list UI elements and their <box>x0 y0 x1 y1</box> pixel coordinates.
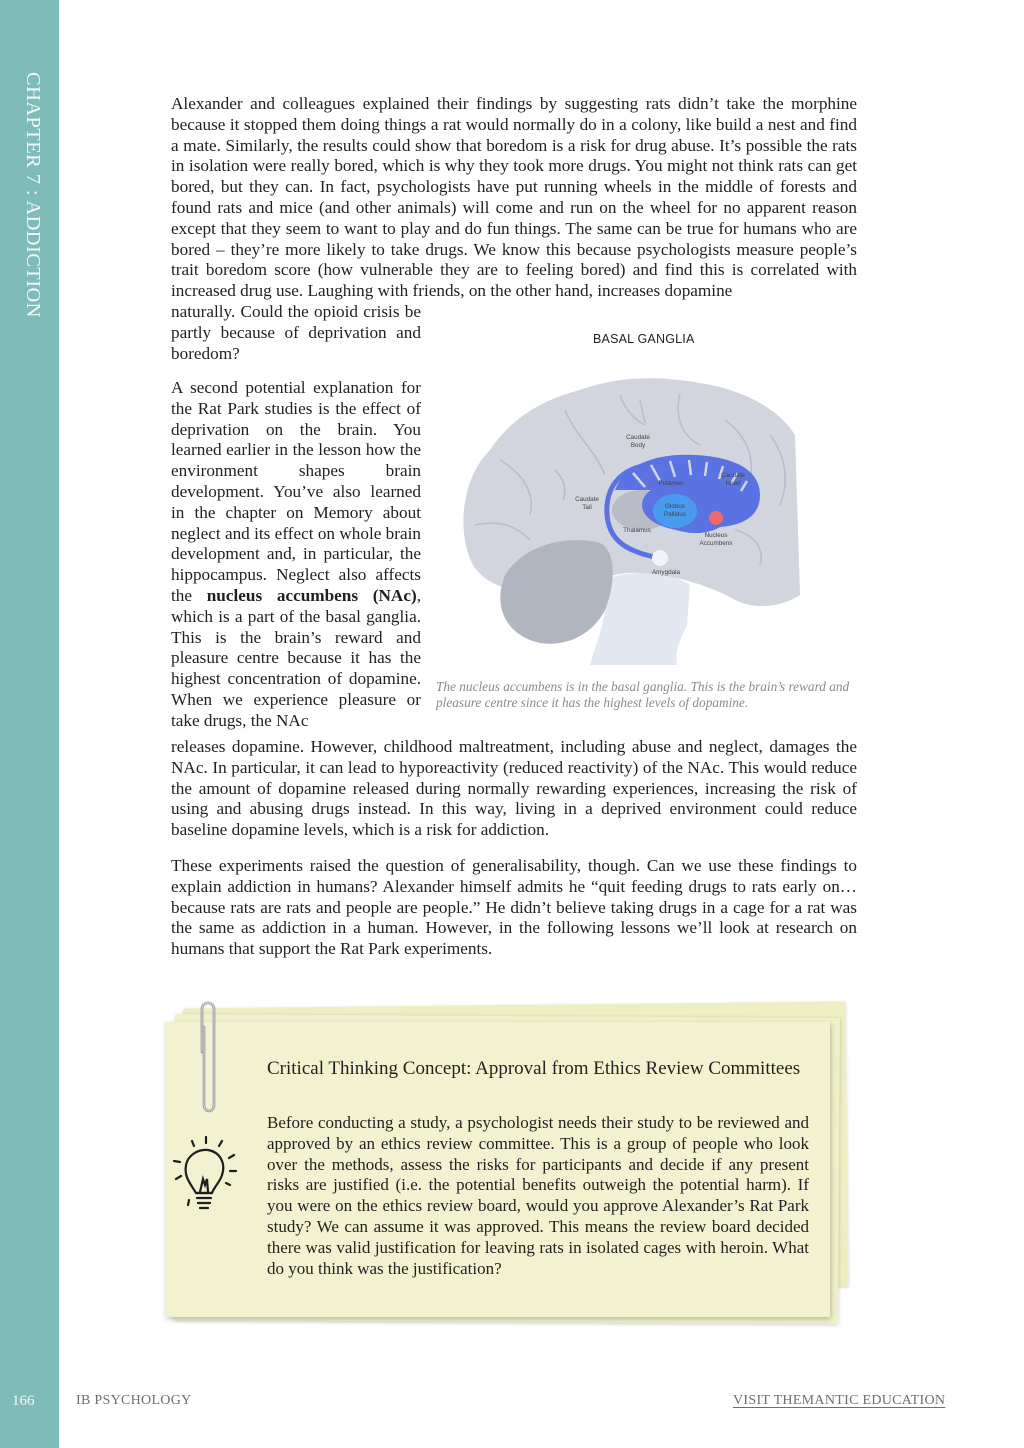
paragraph-text: A second potential explanation for the Rat Park studies is the effect of deprivation on the brain. You learned earlier in the lesson how the environment shapes brain development. You’ve also learned in the chapter on Memory about neglect and its effect on whole brain development and, in particular, the hippocampus. Neglect also affects the <box>171 378 421 605</box>
chapter-label: CHAPTER 7 : ADDICTION <box>22 72 44 318</box>
figure-title: BASAL GANGLIA <box>593 332 695 346</box>
label-nucleus-accumbens: Nucleus <box>704 532 728 539</box>
label-putamen: Putamen <box>658 480 684 487</box>
lightbulb-icon <box>170 1135 242 1217</box>
label-caudate-tail: Tail <box>582 504 592 511</box>
label-nucleus-accumbens: Accumbens <box>699 540 733 547</box>
label-caudate-body: Body <box>630 442 646 449</box>
callout-body: Before conducting a study, a psychologist needs their study to be reviewed and approved by an ethics review committee. This is a group of people who look over the methods, assess the risks for participants and decide if any present risks are justified (i.e. the potential benefits outweigh the potential harm). If you were on the ethics review board, would you approve Alexander’s Rat Park study? We can assume it was approved. This means the review board decided there was valid justification for leaving rats in isolated cages with heroin. What do you think was the justification? <box>267 1113 809 1278</box>
paragraph-deprivation-continued: releases dopamine. However, childhood maltreatment, including abuse and neglect, damages the NAc. In particular, it can lead to hyporeactivity (reduced reactivity) of the NAc. This would reduce the amount of dopamine released during normally rewarding experiences, increasing the risk of using and abusing drugs instead. In this way, living in a deprived environment could reduce baseline dopamine levels, which is a risk for addiction. <box>171 737 857 840</box>
paragraph-boredom: Alexander and colleagues explained their findings by suggesting rats didn’t take the morphine because it stopped them doing things a rat would normally do in a colony, like build a nest and find a mate. Similarly, the results could show that boredom is a risk for drug abuse. It’s possible the rats in isolation were really bored, which is why they took more drugs. You might not think rats can get bored, but they can. In fact, psychologists have put running wheels in the middle of forests and found rats and mice (and other animals) will come and run on the wheel for no apparent reason except that they seem to want to play and do fun things. The same can be true for humans who are bored – they’re more likely to take drugs. We know this because psychologists measure people’s trait boredom score (how vulnerable they are to feeling bored) and find this is correlated with increased drug use. Laughing with friends, on the other hand, increases dopamine <box>171 94 857 301</box>
label-caudate-tail: Caudate <box>575 496 599 503</box>
label-caudate-head: Caudate <box>721 472 745 479</box>
paragraph-text: naturally. Could the opioid crisis be partly because of deprivation and boredom? <box>171 302 421 363</box>
footer-book-title: IB PSYCHOLOGY <box>76 1393 192 1408</box>
paragraph-text: , which is a part of the basal ganglia. This is the brain’s reward and pleasure centre because it has the highest concentration of dopamine. When we experience pleasure or take drugs, the NAc <box>171 585 421 730</box>
paragraph-generalisability: These experiments raised the question of generalisability, though. Can we use these findings to explain addiction in humans? Alexander himself admits he “quit feeding drugs to rats early on… because rats are rats and people are people.” He didn’t believe taking drugs in a cage for a rat was the same as addiction in a human. However, in the following lessons we’ll look at research on humans that support the Rat Park experiments. <box>171 856 857 959</box>
label-amygdala: Amygdala <box>651 569 681 576</box>
paragraph-boredom-continued <box>171 302 421 364</box>
visit-thematic-education-link[interactable]: VISIT THEMANTIC EDUCATION <box>733 1393 946 1408</box>
label-caudate-body: Caudate <box>626 434 650 441</box>
label-caudate-head: Head <box>725 480 741 487</box>
figure-caption: The nucleus accumbens is in the basal ganglia. This is the brain’s reward and pleasure centre since it has the highest levels of dopamine. <box>436 679 850 710</box>
amygdala-shape <box>652 550 668 566</box>
key-term-nucleus-accumbens: nucleus accumbens (NAc) <box>206 585 417 605</box>
basal-ganglia-diagram <box>455 365 800 665</box>
label-thalamus: Thalamus <box>623 527 651 534</box>
page-number: 166 <box>12 1393 35 1409</box>
paperclip-icon <box>192 997 224 1115</box>
label-globus-pallidus: Pallidus <box>663 511 687 518</box>
label-globus-pallidus: Globus <box>665 503 685 510</box>
paragraph-deprivation <box>171 378 421 732</box>
chapter-sidebar <box>0 0 59 1448</box>
nucleus-accumbens-shape <box>709 511 723 525</box>
callout-title: Critical Thinking Concept: Approval from Ethics Review Committees <box>267 1058 801 1079</box>
